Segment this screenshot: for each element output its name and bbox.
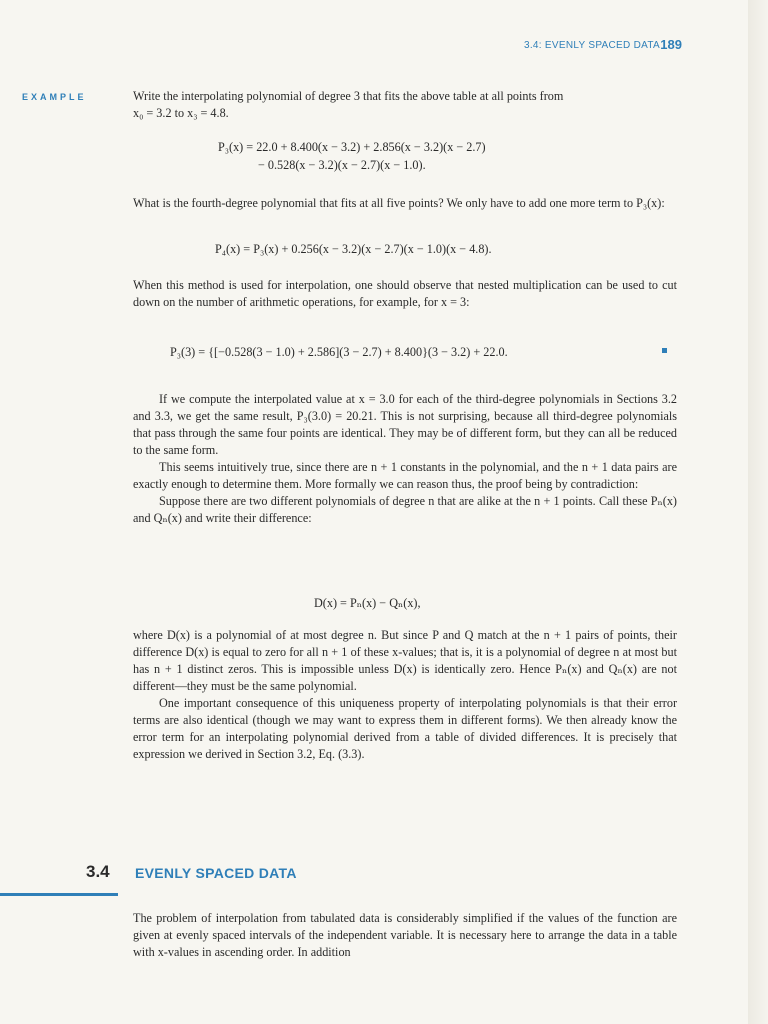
end-of-example-marker	[662, 348, 667, 353]
main-text-block	[133, 391, 677, 527]
equation-difference: D(x) = Pₙ(x) − Qₙ(x),	[314, 596, 421, 610]
paragraph-nested-multiplication	[133, 277, 677, 311]
equation-p4: P₄(x) = P₃(x) + 0.256(x − 3.2)(x − 2.7)(x − 1.0)(x − 4.8).	[215, 242, 492, 256]
paragraph-where-d: where D(x) is a polynomial of at most degree n. But since P and Q match at the n + 1 pairs of points, their difference D(x) is equal to zero for all n + 1 of these x-values; that is, it is a polynomial of degree n at most but has n + 1 distinct zeros. This is impossible unless D(x) is identically zero. Hence Pₙ(x) and Qₙ(x) are not different—they must be the same polynomial.	[133, 628, 677, 693]
page-edge	[748, 0, 768, 1024]
running-head: 3.4: EVENLY SPACED DATA	[523, 40, 660, 51]
equation-p3-at-3: P₃(3) = {[−0.528(3 − 1.0) + 2.586](3 − 2.7) + 8.400}(3 − 3.2) + 22.0.	[170, 345, 508, 359]
section-title: EVENLY SPACED DATA	[135, 865, 297, 881]
paragraph-intuitively-true: This seems intuitively true, since there are n + 1 constants in the polynomial, and the n + 1 data pairs are exactly enough to determine them. More formally we can reason thus, the proof being by contradiction:	[133, 460, 677, 491]
section-number: 3.4	[86, 862, 110, 881]
section-intro-block	[133, 910, 677, 961]
proof-text-block	[133, 627, 677, 763]
paragraph-fourth-degree	[133, 195, 677, 212]
paragraph-same-result: If we compute the interpolated value at x = 3.0 for each of the third-degree polynomials in Sections 3.2 and 3.3, we get the same result, P₃(3.0) = 20.21. This is not surprising, because all third-degree polynomials that pass through the same four points are identical. They may be of different form, but they can all be reduced to the same form.	[133, 392, 677, 457]
paragraph-text: When this method is used for interpolation, one should observe that nested multiplication can be used to cut down on the number of arithmetic operations, for example, for x = 3:	[133, 278, 677, 309]
equation-p3-line2: − 0.528(x − 3.2)(x − 2.7)(x − 1.0).	[258, 158, 426, 172]
example-label: EXAMPLE	[22, 92, 87, 102]
equation-p3-line1: P₃(x) = 22.0 + 8.400(x − 3.2) + 2.856(x − 3.2)(x − 2.7)	[218, 140, 486, 154]
example-intro	[133, 88, 677, 122]
paragraph-section-intro: The problem of interpolation from tabulated data is considerably simplified if the values of the function are given at evenly spaced intervals of the independent variable. It is necessary here to arrange the data in a table with x-values in ascending order. In addition	[133, 911, 677, 959]
example-intro-line1: Write the interpolating polynomial of degree 3 that fits the above table at all points from	[133, 89, 564, 103]
paragraph-consequence: One important consequence of this uniqueness property of interpolating polynomials is that their error terms are also identical (though we may want to express them in different forms). We then already know the error term for an interpolating polynomial derived from a table of divided differences. It is precisely that expression we derived in Section 3.2, Eq. (3.3).	[133, 696, 677, 761]
section-rule	[0, 893, 118, 896]
paragraph-suppose: Suppose there are two different polynomials of degree n that are alike at the n + 1 points. Call these Pₙ(x) and Qₙ(x) and write their difference:	[133, 494, 677, 525]
paragraph-text: What is the fourth-degree polynomial that fits at all five points? We only have to add one more term to P₃(x):	[133, 196, 665, 210]
page-number: 189	[660, 37, 682, 52]
example-intro-line2: x₀ = 3.2 to x₃ = 4.8.	[133, 106, 229, 120]
